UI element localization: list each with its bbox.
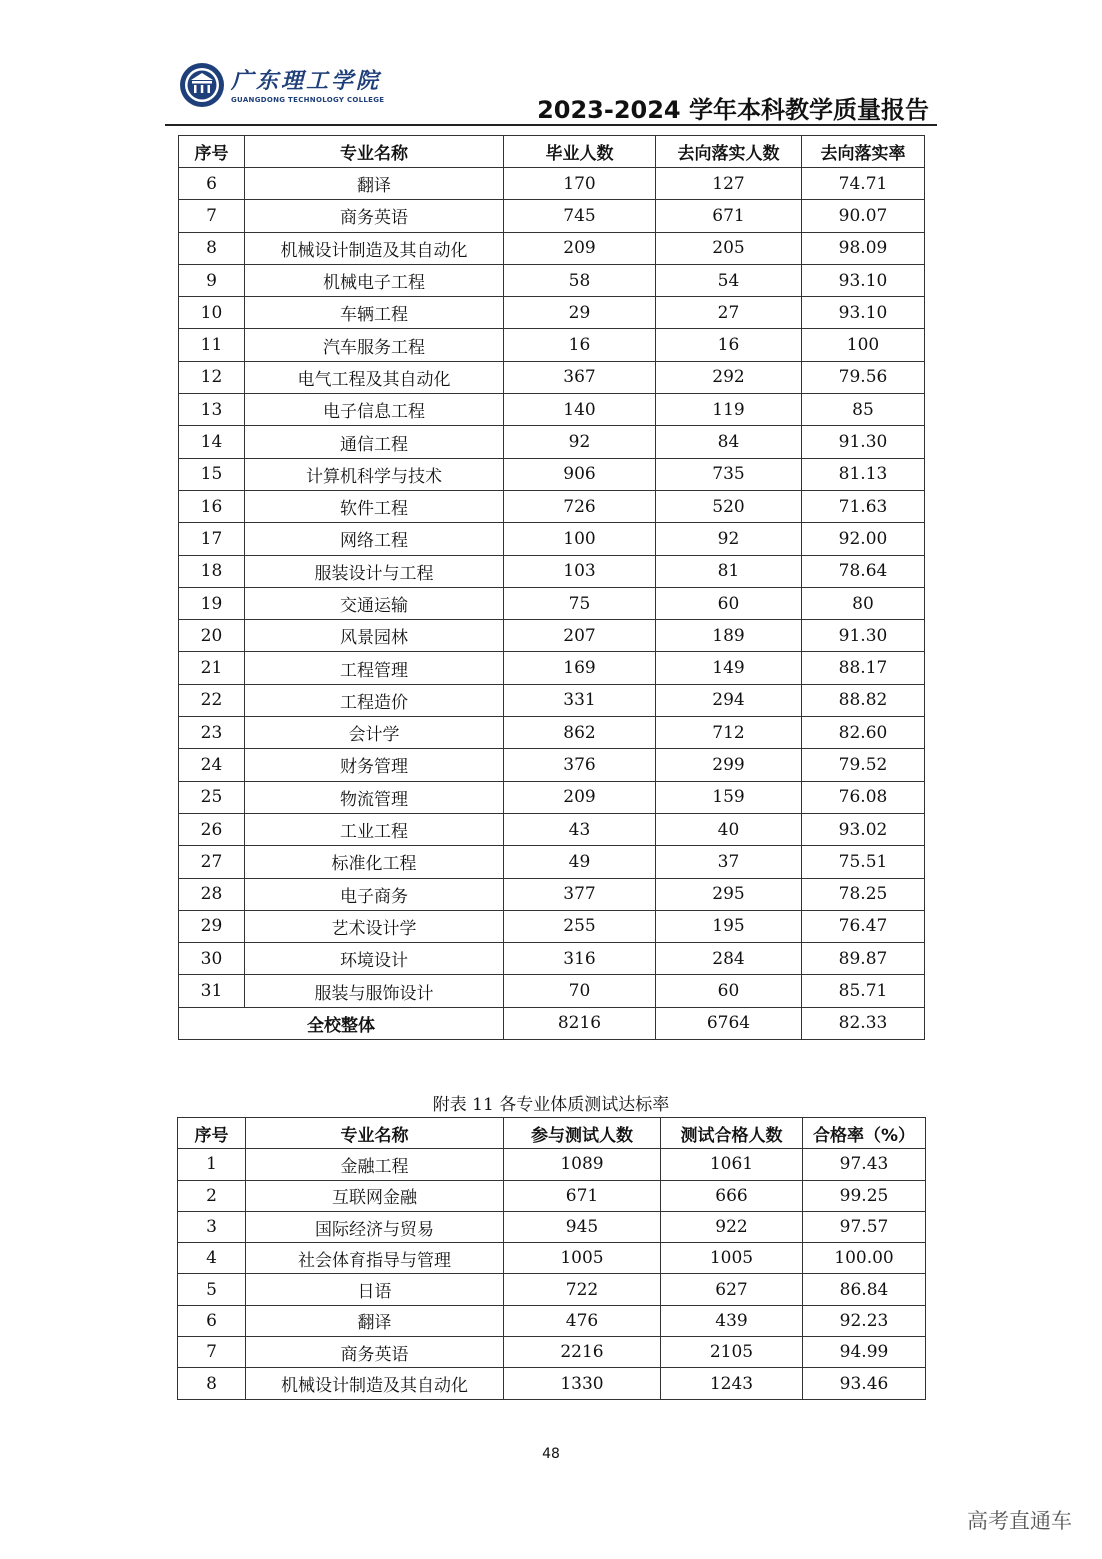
count-b: 671	[656, 200, 802, 232]
table-row	[178, 1368, 926, 1399]
count-a: 945	[504, 1211, 661, 1242]
table-row	[179, 264, 925, 296]
table-row	[178, 1149, 926, 1180]
rate-value: 82.60	[802, 717, 925, 749]
rate-value: 88.82	[802, 684, 925, 716]
count-a: 100	[504, 523, 656, 555]
count-a: 367	[504, 361, 656, 393]
count-b: 195	[656, 910, 802, 942]
major-name: 工程管理	[245, 652, 504, 684]
placement-table-body	[179, 168, 925, 1008]
total-rate: 82.33	[802, 1007, 925, 1039]
major-name: 商务英语	[246, 1337, 504, 1368]
count-a: 70	[504, 975, 656, 1007]
count-b: 205	[656, 232, 802, 264]
column-header: 专业名称	[246, 1118, 504, 1149]
table-row	[179, 846, 925, 878]
table-row	[179, 749, 925, 781]
table-row	[179, 878, 925, 910]
row-index: 5	[178, 1274, 246, 1305]
row-index: 29	[179, 910, 245, 942]
rate-value: 79.52	[802, 749, 925, 781]
logo-chinese-name: 广东理工学院	[231, 68, 382, 94]
table-row	[179, 943, 925, 975]
report-title: 2023-2024 学年本科教学质量报告	[537, 96, 929, 124]
major-name: 财务管理	[245, 749, 504, 781]
count-a: 255	[504, 910, 656, 942]
row-index: 13	[179, 394, 245, 426]
rate-value: 93.10	[802, 297, 925, 329]
total-label: 全校整体	[179, 1007, 504, 1039]
header-divider	[165, 124, 937, 126]
major-name: 国际经济与贸易	[246, 1211, 504, 1242]
row-index: 7	[179, 200, 245, 232]
major-name: 汽车服务工程	[245, 329, 504, 361]
count-a: 207	[504, 620, 656, 652]
count-a: 103	[504, 555, 656, 587]
count-b: 2105	[661, 1337, 803, 1368]
table-row	[179, 297, 925, 329]
rate-value: 97.43	[803, 1149, 926, 1180]
count-b: 54	[656, 264, 802, 296]
column-header: 专业名称	[245, 136, 504, 168]
table-row	[179, 361, 925, 393]
count-a: 906	[504, 458, 656, 490]
count-b: 1243	[661, 1368, 803, 1399]
count-b: 299	[656, 749, 802, 781]
column-header: 合格率（%）	[803, 1118, 926, 1149]
major-name: 车辆工程	[245, 297, 504, 329]
row-index: 14	[179, 426, 245, 458]
count-a: 49	[504, 846, 656, 878]
rate-value: 88.17	[802, 652, 925, 684]
count-a: 2216	[504, 1337, 661, 1368]
count-a: 476	[504, 1305, 661, 1336]
count-a: 1005	[504, 1243, 661, 1274]
count-b: 922	[661, 1211, 803, 1242]
count-b: 16	[656, 329, 802, 361]
table-row	[178, 1337, 926, 1368]
row-index: 1	[178, 1149, 246, 1180]
major-name: 电子信息工程	[245, 394, 504, 426]
table-row	[178, 1305, 926, 1336]
row-index: 26	[179, 813, 245, 845]
row-index: 21	[179, 652, 245, 684]
count-b: 439	[661, 1305, 803, 1336]
major-name: 翻译	[245, 168, 504, 200]
count-b: 189	[656, 620, 802, 652]
table-row	[179, 684, 925, 716]
count-b: 149	[656, 652, 802, 684]
fitness-table-body	[178, 1149, 926, 1399]
table-caption: 附表 11 各专业体质测试达标率	[432, 1095, 670, 1115]
major-name: 电子商务	[245, 878, 504, 910]
table-header-row	[179, 136, 925, 168]
table-row	[179, 620, 925, 652]
count-a: 58	[504, 264, 656, 296]
major-name: 日语	[246, 1274, 504, 1305]
count-a: 29	[504, 297, 656, 329]
column-header: 去向落实人数	[656, 136, 802, 168]
table-row	[179, 717, 925, 749]
placement-table	[178, 135, 925, 1040]
row-index: 8	[179, 232, 245, 264]
row-index: 27	[179, 846, 245, 878]
table-row	[179, 329, 925, 361]
logo-english-name: GUANGDONG TECHNOLOGY COLLEGE	[231, 96, 385, 104]
count-b: 292	[656, 361, 802, 393]
rate-value: 93.46	[803, 1368, 926, 1399]
major-name: 机械电子工程	[245, 264, 504, 296]
table-row	[178, 1180, 926, 1211]
major-name: 服装与服饰设计	[245, 975, 504, 1007]
page-number: 48	[542, 1446, 560, 1462]
college-seal-icon	[179, 62, 225, 108]
rate-value: 93.10	[802, 264, 925, 296]
count-a: 92	[504, 426, 656, 458]
count-b: 27	[656, 297, 802, 329]
major-name: 风景园林	[245, 620, 504, 652]
count-a: 1330	[504, 1368, 661, 1399]
count-b: 127	[656, 168, 802, 200]
count-b: 159	[656, 781, 802, 813]
rate-value: 76.08	[802, 781, 925, 813]
table-header-row	[178, 1118, 926, 1149]
table-row	[179, 781, 925, 813]
major-name: 金融工程	[246, 1149, 504, 1180]
major-name: 通信工程	[245, 426, 504, 458]
row-index: 8	[178, 1368, 246, 1399]
table-row	[179, 910, 925, 942]
rate-value: 71.63	[802, 490, 925, 522]
rate-value: 85	[802, 394, 925, 426]
rate-value: 93.02	[802, 813, 925, 845]
table-row	[179, 426, 925, 458]
count-a: 43	[504, 813, 656, 845]
row-index: 19	[179, 587, 245, 619]
count-a: 331	[504, 684, 656, 716]
rate-value: 100	[802, 329, 925, 361]
count-b: 119	[656, 394, 802, 426]
count-b: 92	[656, 523, 802, 555]
major-name: 翻译	[246, 1305, 504, 1336]
count-b: 1061	[661, 1149, 803, 1180]
count-b: 627	[661, 1274, 803, 1305]
row-index: 15	[179, 458, 245, 490]
count-a: 209	[504, 232, 656, 264]
count-a: 376	[504, 749, 656, 781]
row-index: 20	[179, 620, 245, 652]
major-name: 物流管理	[245, 781, 504, 813]
column-header: 毕业人数	[504, 136, 656, 168]
page-header	[165, 58, 937, 126]
count-b: 60	[656, 587, 802, 619]
row-index: 23	[179, 717, 245, 749]
rate-value: 89.87	[802, 943, 925, 975]
count-b: 735	[656, 458, 802, 490]
count-b: 520	[656, 490, 802, 522]
row-index: 16	[179, 490, 245, 522]
count-a: 1089	[504, 1149, 661, 1180]
major-name: 交通运输	[245, 587, 504, 619]
table-row	[179, 232, 925, 264]
major-name: 商务英语	[245, 200, 504, 232]
count-a: 16	[504, 329, 656, 361]
row-index: 9	[179, 264, 245, 296]
row-index: 17	[179, 523, 245, 555]
rate-value: 90.07	[802, 200, 925, 232]
count-b: 81	[656, 555, 802, 587]
table-row	[179, 555, 925, 587]
row-index: 7	[178, 1337, 246, 1368]
major-name: 软件工程	[245, 490, 504, 522]
table-row	[178, 1211, 926, 1242]
row-index: 6	[178, 1305, 246, 1336]
column-header: 参与测试人数	[504, 1118, 661, 1149]
count-a: 75	[504, 587, 656, 619]
row-index: 4	[178, 1243, 246, 1274]
rate-value: 79.56	[802, 361, 925, 393]
count-a: 170	[504, 168, 656, 200]
count-b: 294	[656, 684, 802, 716]
total-graduates: 8216	[504, 1007, 656, 1039]
count-a: 316	[504, 943, 656, 975]
row-index: 22	[179, 684, 245, 716]
rate-value: 86.84	[803, 1274, 926, 1305]
total-row	[179, 1007, 925, 1039]
table-row	[179, 587, 925, 619]
major-name: 会计学	[245, 717, 504, 749]
major-name: 机械设计制造及其自动化	[246, 1368, 504, 1399]
row-index: 12	[179, 361, 245, 393]
count-a: 671	[504, 1180, 661, 1211]
row-index: 2	[178, 1180, 246, 1211]
rate-value: 97.57	[803, 1211, 926, 1242]
row-index: 18	[179, 555, 245, 587]
table-row	[178, 1274, 926, 1305]
rate-value: 75.51	[802, 846, 925, 878]
count-a: 209	[504, 781, 656, 813]
major-name: 标准化工程	[245, 846, 504, 878]
watermark: 高考直通车	[967, 1509, 1072, 1533]
count-b: 666	[661, 1180, 803, 1211]
major-name: 工业工程	[245, 813, 504, 845]
row-index: 31	[179, 975, 245, 1007]
count-b: 1005	[661, 1243, 803, 1274]
rate-value: 94.99	[803, 1337, 926, 1368]
rate-value: 81.13	[802, 458, 925, 490]
count-a: 862	[504, 717, 656, 749]
row-index: 28	[179, 878, 245, 910]
table-row	[179, 490, 925, 522]
count-b: 712	[656, 717, 802, 749]
college-logo	[179, 62, 419, 114]
row-index: 24	[179, 749, 245, 781]
count-a: 745	[504, 200, 656, 232]
table-row	[179, 458, 925, 490]
rate-value: 98.09	[802, 232, 925, 264]
table-row	[179, 652, 925, 684]
rate-value: 76.47	[802, 910, 925, 942]
major-name: 艺术设计学	[245, 910, 504, 942]
count-b: 84	[656, 426, 802, 458]
row-index: 3	[178, 1211, 246, 1242]
table-row	[179, 523, 925, 555]
rate-value: 100.00	[803, 1243, 926, 1274]
major-name: 机械设计制造及其自动化	[245, 232, 504, 264]
table-row	[179, 394, 925, 426]
count-a: 377	[504, 878, 656, 910]
count-b: 37	[656, 846, 802, 878]
row-index: 11	[179, 329, 245, 361]
major-name: 环境设计	[245, 943, 504, 975]
rate-value: 91.30	[802, 620, 925, 652]
major-name: 网络工程	[245, 523, 504, 555]
table-row	[178, 1243, 926, 1274]
count-a: 169	[504, 652, 656, 684]
major-name: 工程造价	[245, 684, 504, 716]
column-header: 序号	[179, 136, 245, 168]
rate-value: 80	[802, 587, 925, 619]
major-name: 互联网金融	[246, 1180, 504, 1211]
major-name: 计算机科学与技术	[245, 458, 504, 490]
rate-value: 91.30	[802, 426, 925, 458]
count-a: 140	[504, 394, 656, 426]
major-name: 服装设计与工程	[245, 555, 504, 587]
rate-value: 74.71	[802, 168, 925, 200]
table-row	[179, 200, 925, 232]
table-row	[179, 813, 925, 845]
major-name: 电气工程及其自动化	[245, 361, 504, 393]
total-placed: 6764	[656, 1007, 802, 1039]
rate-value: 99.25	[803, 1180, 926, 1211]
row-index: 30	[179, 943, 245, 975]
table-row	[179, 975, 925, 1007]
fitness-test-table	[177, 1117, 926, 1400]
count-b: 284	[656, 943, 802, 975]
column-header: 去向落实率	[802, 136, 925, 168]
count-b: 60	[656, 975, 802, 1007]
row-index: 25	[179, 781, 245, 813]
column-header: 测试合格人数	[661, 1118, 803, 1149]
count-b: 295	[656, 878, 802, 910]
rate-value: 78.64	[802, 555, 925, 587]
table-row	[179, 168, 925, 200]
rate-value: 78.25	[802, 878, 925, 910]
column-header: 序号	[178, 1118, 246, 1149]
row-index: 10	[179, 297, 245, 329]
rate-value: 92.23	[803, 1305, 926, 1336]
count-b: 40	[656, 813, 802, 845]
count-a: 722	[504, 1274, 661, 1305]
row-index: 6	[179, 168, 245, 200]
rate-value: 92.00	[802, 523, 925, 555]
major-name: 社会体育指导与管理	[246, 1243, 504, 1274]
count-a: 726	[504, 490, 656, 522]
rate-value: 85.71	[802, 975, 925, 1007]
